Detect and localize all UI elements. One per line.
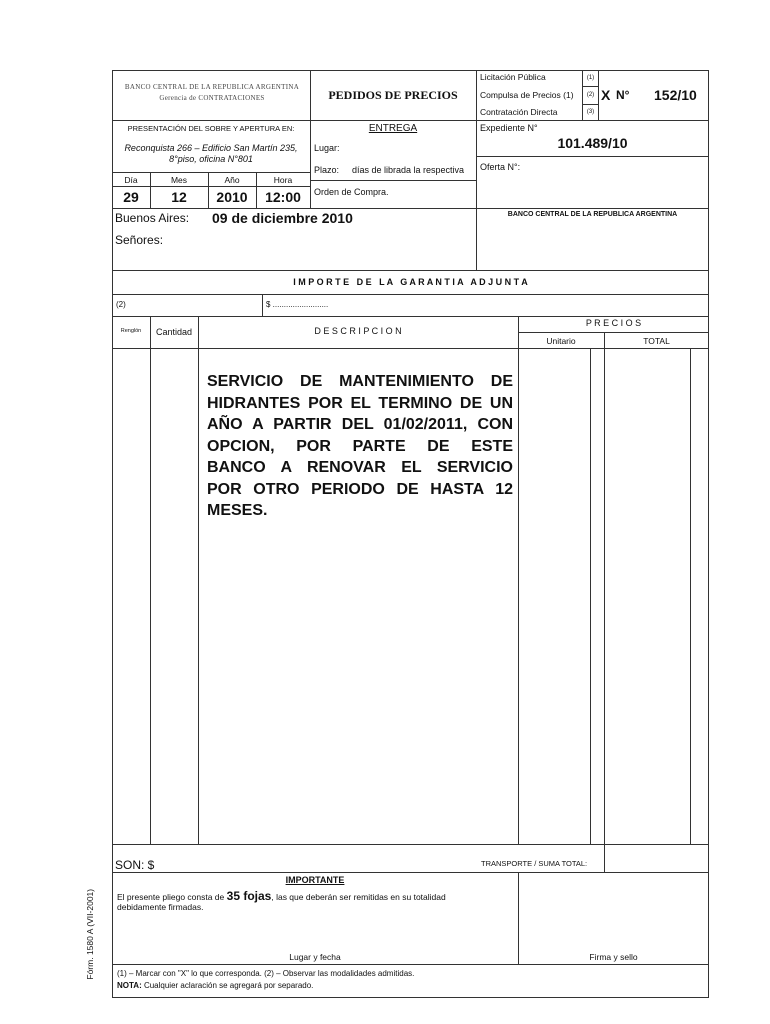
- department-name: Gerencia de CONTRATACIONES: [159, 94, 265, 102]
- header-cantidad: Cantidad: [155, 327, 193, 337]
- important-line2: debidamente firmadas.: [117, 902, 204, 912]
- form-title: PEDIDOS DE PRECIOS: [328, 88, 458, 102]
- delivery-term-text: días de librada la respectiva: [352, 165, 465, 175]
- important-title: IMPORTANTE: [285, 875, 345, 885]
- divider: [112, 844, 709, 845]
- important-count: 35 fojas: [226, 889, 272, 903]
- option-code-1: (1): [586, 75, 595, 81]
- transport-total-label: TRANSPORTE / SUMA TOTAL:: [481, 859, 588, 868]
- guarantee-code: (2): [116, 300, 126, 309]
- place-date-label: Lugar y fecha: [289, 952, 341, 962]
- header-renglon: Renglón: [120, 328, 142, 334]
- divider: [518, 316, 519, 844]
- divider: [582, 104, 598, 105]
- issue-date: 09 de diciembre 2010: [212, 210, 353, 226]
- description-line: SERVICIO DE MANTENIMIENTO DE: [207, 373, 513, 390]
- description-line: POR OTRO PERIODO DE HASTA 12: [207, 480, 513, 498]
- divider: [604, 332, 605, 872]
- option-compulsa: Compulsa de Precios (1): [480, 90, 574, 100]
- delivery-place-label: Lugar:: [314, 143, 340, 153]
- divider: [198, 316, 199, 844]
- city-label: Buenos Aires:: [115, 211, 190, 225]
- divider: [476, 70, 477, 270]
- date-header-day: Día: [124, 175, 138, 185]
- delivery-order-text: Orden de Compra.: [314, 187, 389, 197]
- frame-top: [112, 70, 709, 71]
- header-unitario: Unitario: [546, 336, 576, 346]
- divider: [476, 156, 709, 157]
- important-text: [117, 890, 446, 902]
- date-header-year: Año: [224, 175, 240, 185]
- request-number: 152/10: [654, 87, 697, 103]
- expediente-number: 101.489/10: [557, 135, 628, 151]
- divider: [112, 186, 310, 187]
- footnote-1: (1) – Marcar con "X" lo que corresponda. (2) – Observar las modalidades admitidas.: [117, 969, 415, 978]
- option-code-3: (3): [586, 109, 595, 115]
- divider: [112, 270, 709, 271]
- divider: [112, 294, 709, 295]
- description-line: OPCION, POR PARTE DE ESTE: [207, 437, 513, 455]
- option-licitacion: Licitación Pública: [480, 72, 546, 82]
- divider: [112, 872, 709, 873]
- opening-year: 2010: [216, 189, 248, 205]
- option-code-2: (2): [586, 92, 595, 98]
- description-line: HIDRANTES POR EL TERMINO DE UN: [207, 394, 513, 412]
- guarantee-title: I M P O R T E D E L A G A R A N T I A A D J U N T A: [293, 277, 528, 287]
- guarantee-amount: $ .........................: [266, 300, 329, 309]
- frame-left: [112, 70, 113, 998]
- important-pre: El presente pliego consta de: [117, 892, 225, 902]
- divider: [310, 180, 476, 181]
- expediente-label: Expediente N°: [480, 123, 538, 133]
- footnote-2: [117, 982, 313, 990]
- divider: [112, 316, 709, 317]
- divider: [598, 70, 599, 120]
- opening-month: 12: [171, 189, 187, 205]
- opening-title: PRESENTACIÓN DEL SOBRE Y APERTURA EN:: [127, 124, 295, 133]
- bank-stamp: BANCO CENTRAL DE LA REPUBLICA ARGENTINA: [507, 211, 678, 218]
- recipients-label: Señores:: [115, 233, 164, 247]
- divider: [262, 294, 263, 316]
- delivery-term-label: Plazo:: [314, 165, 340, 175]
- date-header-month: Mes: [170, 175, 188, 185]
- delivery-title: ENTREGA: [368, 123, 418, 134]
- option-contratacion: Contratación Directa: [480, 107, 558, 117]
- description-line: BANCO A RENOVAR EL SERVICIO: [207, 459, 513, 476]
- frame-right: [708, 70, 709, 998]
- date-header-hour: Hora: [273, 175, 293, 185]
- header-total: TOTAL: [643, 336, 670, 346]
- divider: [112, 348, 709, 349]
- header-precios: P R E C I O S: [585, 318, 642, 328]
- frame-bottom: [112, 997, 709, 998]
- description-line: MESES.: [207, 502, 268, 519]
- divider: [112, 208, 709, 209]
- header-descripcion: D E S C R I P C I O N: [314, 326, 402, 336]
- divider: [590, 348, 591, 844]
- form-code: Fórm. 1580 A (VII-2001): [84, 888, 95, 980]
- opening-hour: 12:00: [265, 189, 301, 205]
- bank-name: BANCO CENTRAL DE LA REPUBLICA ARGENTINA: [124, 83, 300, 91]
- number-label: N°: [616, 88, 630, 102]
- important-post: , las que deberán ser remitidas en su totalidad: [271, 892, 446, 902]
- divider: [112, 964, 709, 965]
- opening-day: 29: [123, 189, 139, 205]
- note-label: NOTA:: [117, 981, 142, 990]
- offer-label: Oferta N°:: [480, 162, 521, 172]
- opening-address-line1: Reconquista 266 – Edificio San Martín 235,: [124, 143, 298, 153]
- item-description: [207, 371, 513, 522]
- divider: [518, 332, 709, 333]
- divider: [112, 172, 310, 173]
- description-line: AÑO A PARTIR DEL 01/02/2011, CON: [207, 416, 513, 433]
- note-text: Cualquier aclaración se agregará por separado.: [141, 981, 314, 990]
- divider: [150, 316, 151, 844]
- son-label: SON: $: [115, 858, 155, 872]
- divider: [690, 348, 691, 844]
- selected-mark: X: [601, 87, 611, 103]
- divider: [112, 120, 709, 121]
- divider: [518, 872, 519, 964]
- divider: [582, 86, 598, 87]
- opening-address-line2: 8°piso, oficina N°801: [169, 154, 253, 164]
- signature-label: Firma y sello: [589, 952, 638, 962]
